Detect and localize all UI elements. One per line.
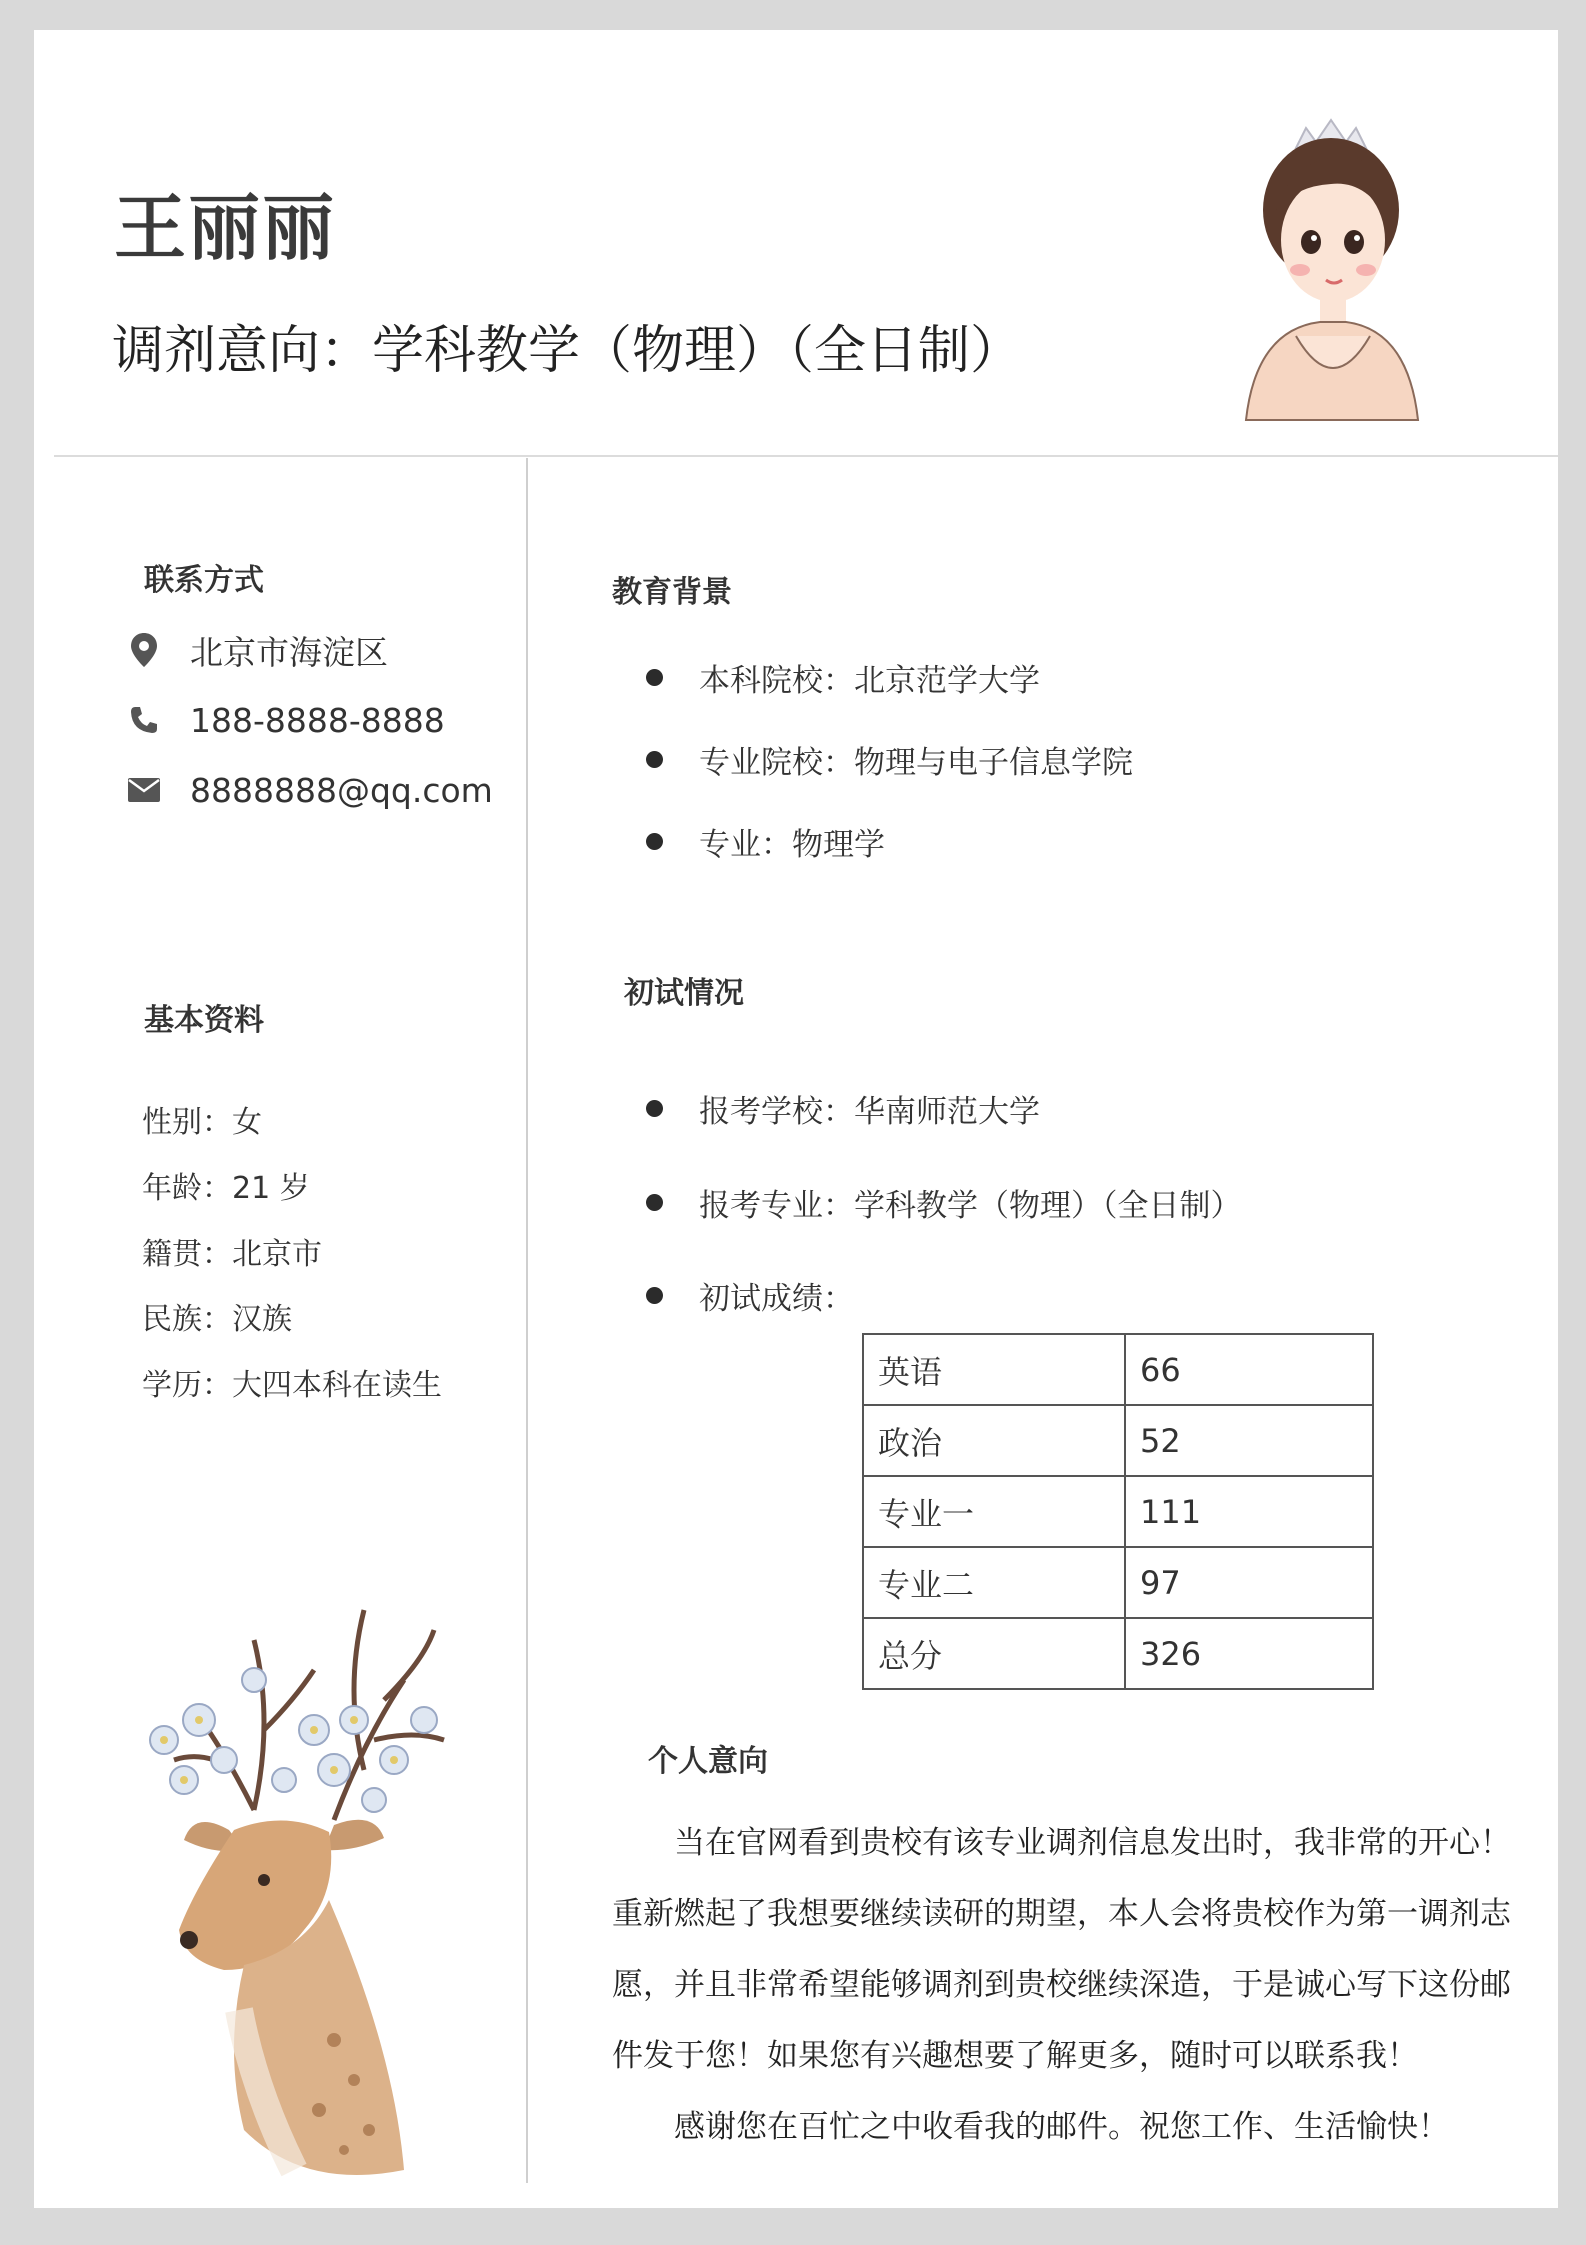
location-pin-icon xyxy=(124,630,164,670)
contact-address xyxy=(124,625,388,675)
closing-paragraph: 感谢您在百忙之中收看我的邮件。祝您工作、生活愉快！ xyxy=(612,2109,1449,2145)
contact-email xyxy=(124,765,493,815)
personal-intent-paragraph: 当在官网看到贵校有该专业调剂信息发出时，我非常的开心！重新燃起了我想要继续读研的期望，本人会将贵校作为第一调剂志愿，并且非常希望能够调剂到贵校继续深造，于是诚心写下这份邮件发于您！如果您有兴趣想要了解更多，随时可以联系我！ xyxy=(612,1825,1511,2074)
exam-title: 初试情况 xyxy=(624,976,744,1011)
phone-text: 188-8888-8888 xyxy=(190,700,445,740)
transfer-intent: 调剂意向：学科教学（物理）（全日制） xyxy=(112,321,1023,381)
basic-info-age: 年龄：21 岁 xyxy=(142,1171,310,1206)
exam-item-text: 初试成绩： xyxy=(699,1281,854,1317)
score-subject: 总分 xyxy=(863,1618,1125,1689)
exam-item-text: 报考学校：华南师范大学 xyxy=(699,1094,1040,1130)
education-title: 教育背景 xyxy=(612,575,732,610)
exam-item xyxy=(646,1086,1040,1131)
basic-info-origin: 籍贯：北京市 xyxy=(142,1237,322,1272)
table-row xyxy=(863,1334,1373,1405)
deer-illustration xyxy=(104,1570,544,2200)
address-text: 北京市海淀区 xyxy=(190,632,388,672)
score-value: 111 xyxy=(1125,1476,1373,1547)
bullet-icon xyxy=(646,1100,663,1117)
table-row xyxy=(863,1476,1373,1547)
bullet-icon xyxy=(646,751,663,768)
education-item xyxy=(646,819,885,864)
resume-page xyxy=(34,30,1558,2208)
avatar-illustration xyxy=(1236,100,1426,440)
score-subject: 英语 xyxy=(863,1334,1125,1405)
bullet-icon xyxy=(646,669,663,686)
score-value: 326 xyxy=(1125,1618,1373,1689)
exam-item xyxy=(646,1180,1242,1225)
score-value: 97 xyxy=(1125,1547,1373,1618)
exam-item-text: 报考专业：学科教学（物理）（全日制） xyxy=(699,1188,1242,1224)
education-item-text: 本科院校：北京范学大学 xyxy=(699,663,1040,699)
email-text: 8888888@qq.com xyxy=(190,770,493,810)
education-item-text: 专业：物理学 xyxy=(699,827,885,863)
basic-info-gender: 性别：女 xyxy=(142,1105,262,1140)
basic-info-education: 学历：大四本科在读生 xyxy=(142,1368,442,1403)
score-subject: 政治 xyxy=(863,1405,1125,1476)
contact-phone xyxy=(124,695,445,745)
contact-title: 联系方式 xyxy=(144,563,264,598)
bullet-icon xyxy=(646,833,663,850)
candidate-name: 王丽丽 xyxy=(114,186,337,270)
score-value: 66 xyxy=(1125,1334,1373,1405)
table-row xyxy=(863,1547,1373,1618)
score-value: 52 xyxy=(1125,1405,1373,1476)
education-item xyxy=(646,655,1040,700)
score-subject: 专业一 xyxy=(863,1476,1125,1547)
bullet-icon xyxy=(646,1287,663,1304)
education-item xyxy=(646,737,1133,782)
score-table xyxy=(862,1333,1374,1690)
personal-intent-title: 个人意向 xyxy=(648,1744,768,1779)
education-item-text: 专业院校：物理与电子信息学院 xyxy=(699,745,1133,781)
phone-icon xyxy=(124,700,164,740)
table-row xyxy=(863,1405,1373,1476)
envelope-icon xyxy=(124,770,164,810)
basic-info-title: 基本资料 xyxy=(144,1003,264,1038)
bullet-icon xyxy=(646,1194,663,1211)
basic-info-ethnicity: 民族：汉族 xyxy=(142,1302,292,1337)
score-subject: 专业二 xyxy=(863,1547,1125,1618)
table-row xyxy=(863,1618,1373,1689)
exam-item xyxy=(646,1273,854,1318)
header-divider xyxy=(54,455,1558,457)
